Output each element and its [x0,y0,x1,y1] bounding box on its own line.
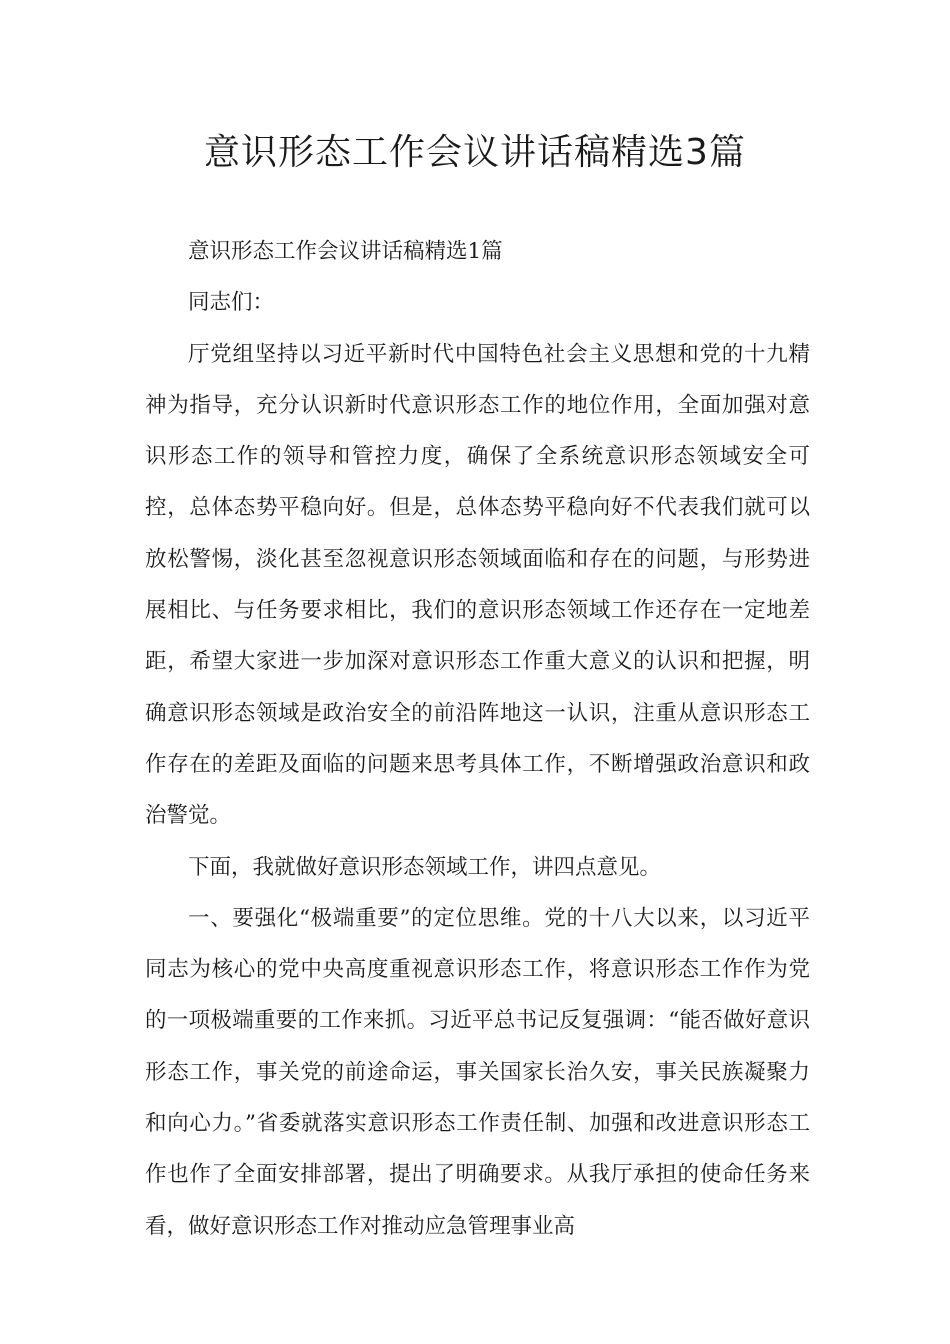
document-title: 意识形态工作会议讲话稿精选3篇 [204,132,746,173]
body-paragraph: 下面，我就做好意识形态领域工作，讲四点意见。 [188,854,662,880]
document-body [145,226,810,1252]
body-paragraph: 厅党组坚持以习近平新时代中国特色社会主义思想和党的十九精神为指导，充分认识新时代意识形态工作的地位作用，全面加强对意识形态工作的领导和管控力度，确保了全系统意识形态领域安全可控，总体态势平稳向好。但是，总体态势平稳向好不代表我们就可以放松警惕，淡化甚至忽视意识形态领域面临和存在的问题，与形势进展相比、与任务要求相比，我们的意识形态领域工作还存在一定地差距，希望大家进一步加深对意识形态工作重大意义的认识和把握，明确意识形态领域是政治安全的前沿阵地这一认识，注重从意识形态工作存在的差距及面临的问题来思考具体工作，不断增强政治意识和政治警觉。 [145,341,810,829]
body-paragraph: 一、要强化“极端重要”的定位思维。党的十八大以来，以习近平同志为核心的党中央高度重视意识形态工作，将意识形态工作作为党的一项极端重要的工作来抓。习近平总书记反复强调：“能否做好意识形态工作，事关党的前途命运，事关国家长治久安，事关民族凝聚力和向心力。”省委就落实意识形态工作责任制、加强和改进意识形态工作也作了全面安排部署，提出了明确要求。从我厅承担的使命任务来看，做好意识形态工作对推动应急管理事业高 [145,905,810,1239]
salutation: 同志们： [188,290,275,316]
section-heading: 意识形态工作会议讲话稿精选1篇 [188,239,503,264]
